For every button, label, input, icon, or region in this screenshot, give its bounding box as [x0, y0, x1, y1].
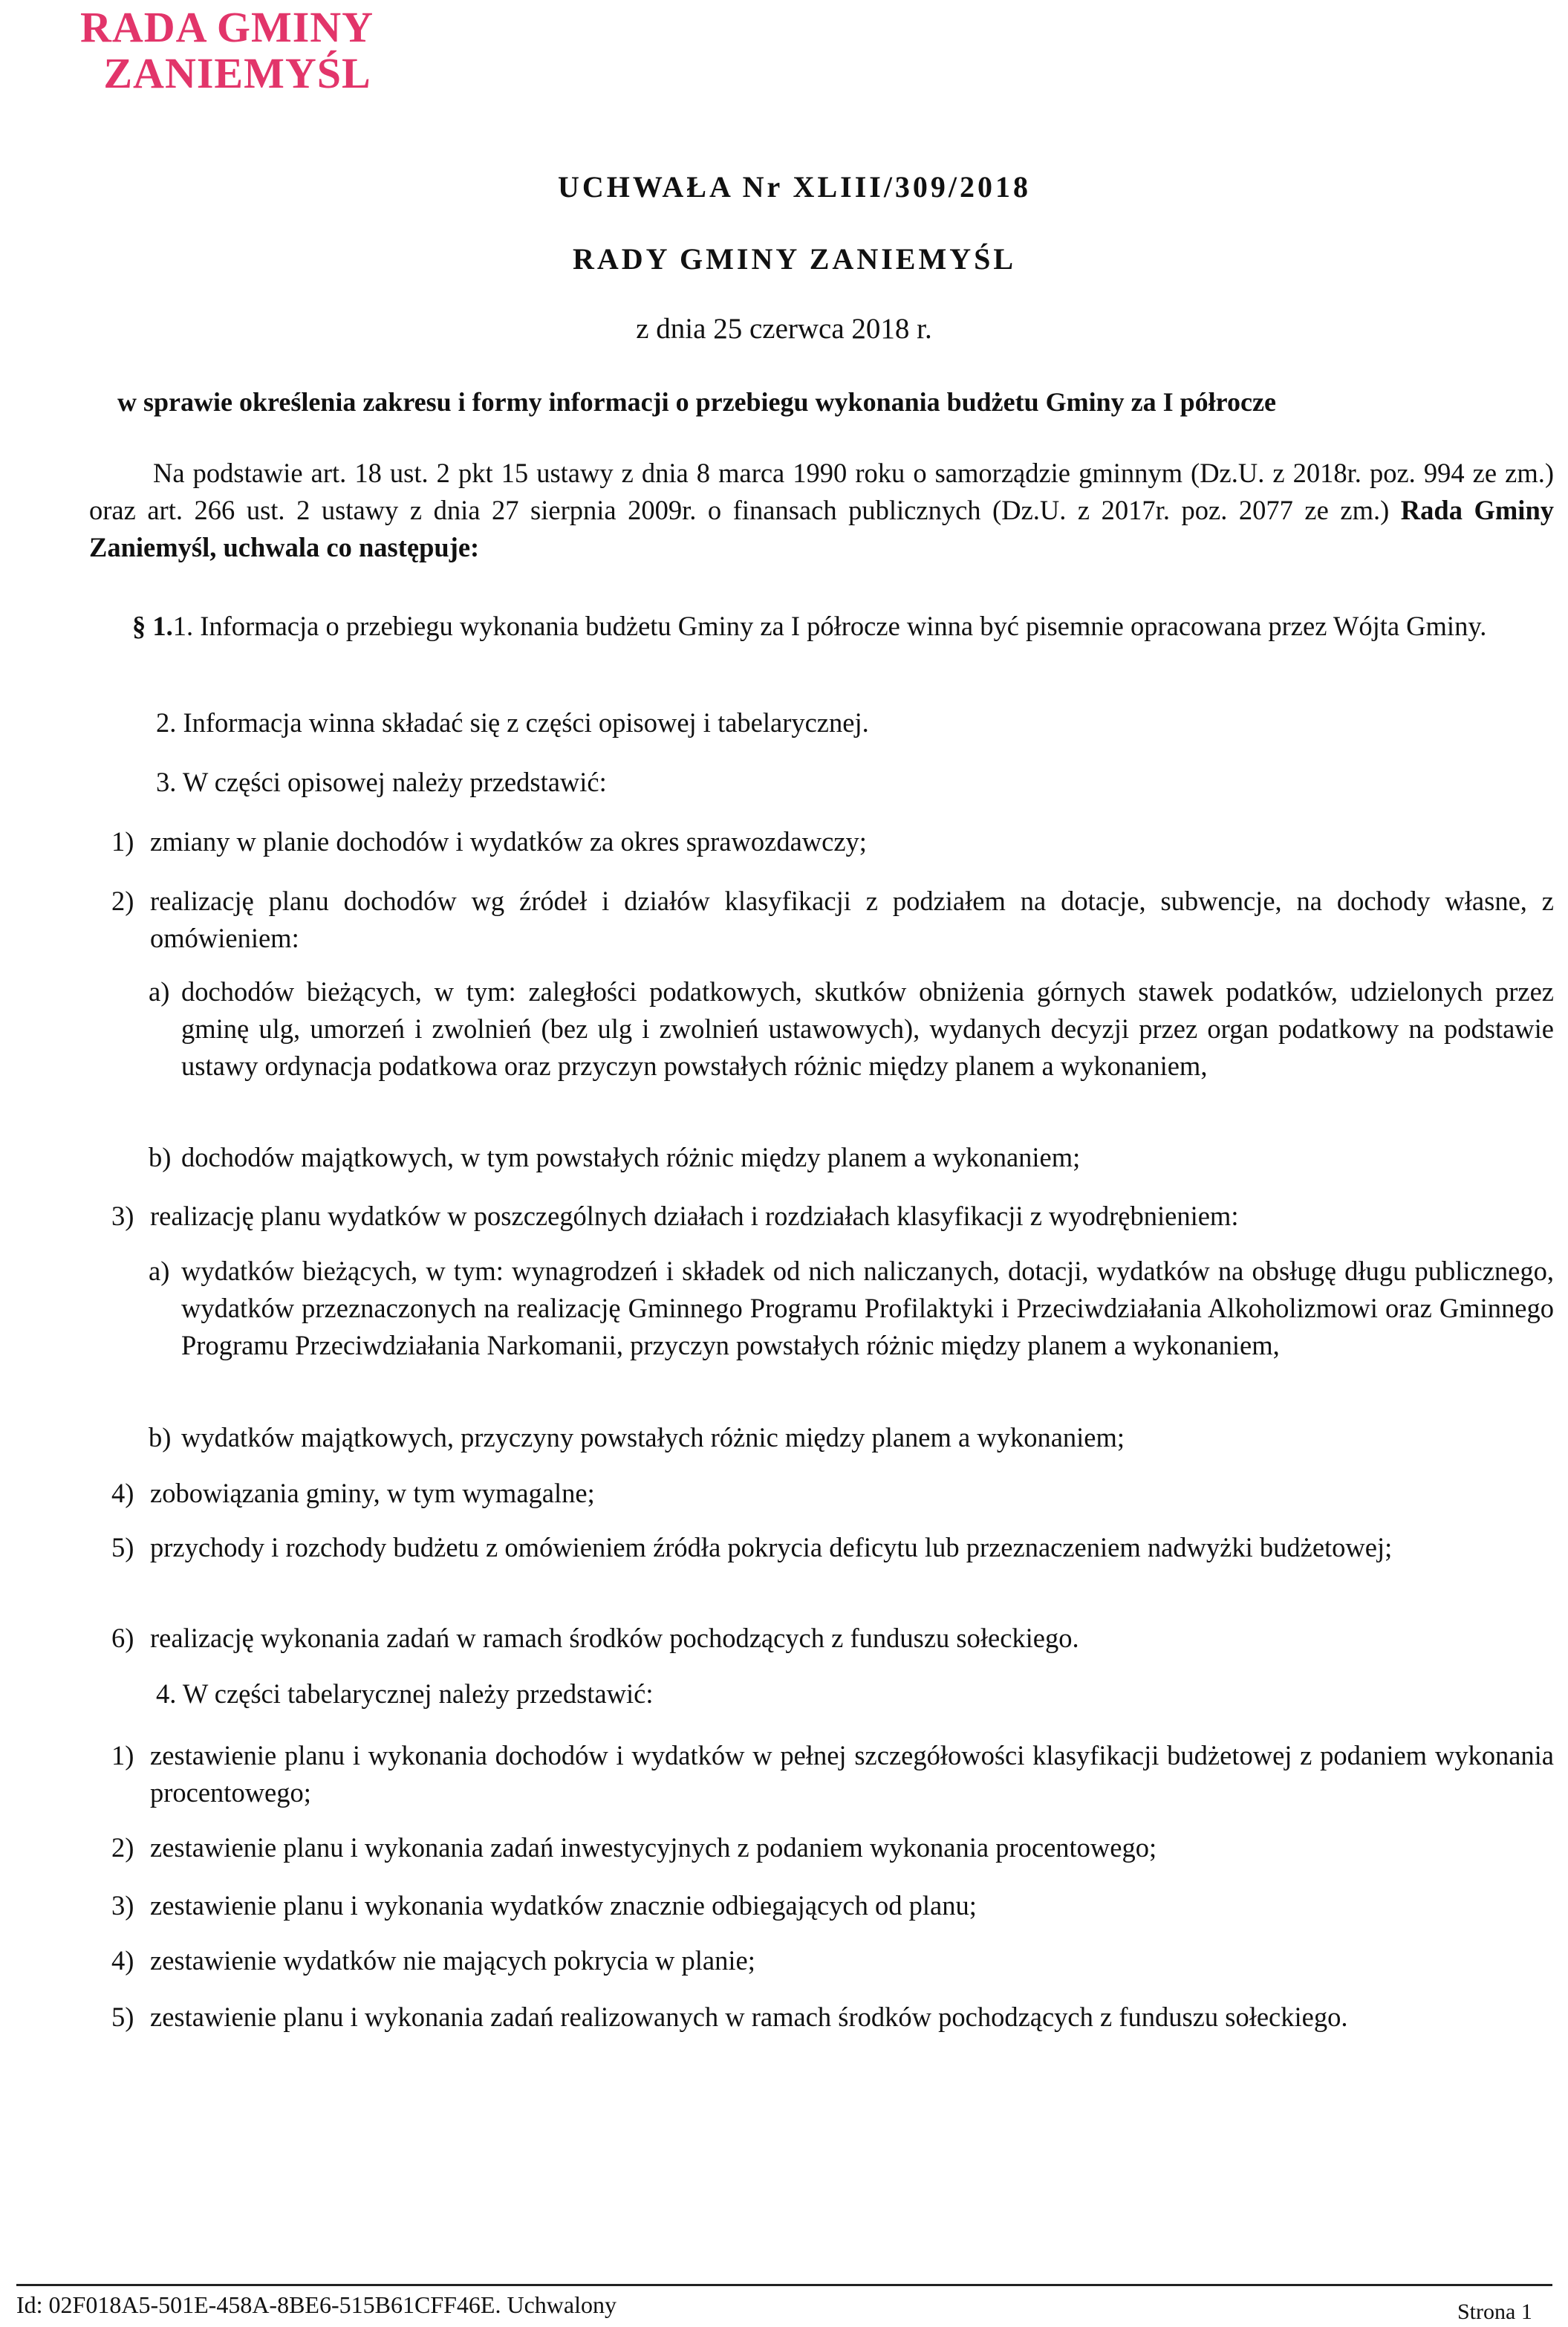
list-item-text: zestawienie wydatków nie mających pokrycia w planie;	[150, 1945, 755, 1976]
list-item-text: realizację planu dochodów wg źródeł i działów klasyfikacji z podziałem na dotacje, subwencje, na dochody własne, z omówieniem:	[150, 886, 1554, 953]
list-subitem	[149, 1419, 1554, 1456]
list-item-text: zestawienie planu i wykonania wydatków znacznie odbiegających od planu;	[150, 1890, 977, 1921]
legal-basis-bold: Rada Gminy Zaniemyśl, uchwala co następuje:	[89, 495, 1554, 562]
paragraph-1-text: Informacja o przebiegu wykonania budżetu Gminy za I półrocze winna być pisemnie opracowana przez Wójta Gminy.	[200, 611, 1487, 641]
list-item-number: 3)	[111, 1890, 134, 1921]
section-1-paragraph-2: 2. Informacja winna składać się z części opisowej i tabelarycznej.	[156, 707, 869, 738]
list-item-text: realizację planu wydatków w poszczególnych działach i rozdziałach klasyfikacji z wyodrębnieniem:	[150, 1201, 1239, 1231]
list-item-number: 2)	[111, 886, 134, 916]
list-subitem	[149, 1253, 1554, 1364]
list-item	[111, 1198, 1554, 1235]
list-subitem-letter: a)	[149, 1256, 170, 1286]
list-item	[111, 823, 1554, 860]
list-subitem-text: dochodów majątkowych, w tym powstałych różnic między planem a wykonaniem;	[181, 1142, 1081, 1172]
list-item-text: zmiany w planie dochodów i wydatków za okres sprawozdawczy;	[150, 826, 867, 857]
list-item-number: 5)	[111, 2002, 134, 2032]
list-item-number: 1)	[111, 1740, 134, 1771]
list-item	[111, 1887, 1554, 1924]
page-number: Strona 1	[1457, 2300, 1532, 2324]
list-subitem-text: wydatków bieżących, w tym: wynagrodzeń i składek od nich naliczanych, dotacji, wydatków na obsługę długu publicznego, wydatków przeznaczonych na realizację Gminnego Programu Profilaktyki i Przeciwdziałania Alkoholizmowi oraz Gminnego Programu Przeciwdziałania Narkomanii, przyczyn powstałych różnic między planem a wykonaniem,	[181, 1256, 1554, 1360]
section-1-paragraph-1	[89, 608, 1554, 645]
list-item-text: zobowiązania gminy, w tym wymagalne;	[150, 1478, 595, 1508]
list-item	[111, 1942, 1554, 1979]
list-item-text: zestawienie planu i wykonania dochodów i wydatków w pełnej szczegółowości klasyfikacji budżetowej z podaniem wykonania procentowego;	[150, 1740, 1554, 1808]
list-item	[111, 1829, 1554, 1866]
footer-divider	[16, 2284, 1552, 2286]
list-subitem-text: dochodów bieżących, w tym: zaległości podatkowych, skutków obniżenia górnych stawek podatków, udzielonych przez gminę ulg, umorzeń i zwolnień (bez ulg i zwolnień ustawowych), wydanych decyzji przez organ podatkowy na podstawie ustawy ordynacja podatkowa oraz przyczyn powstałych różnic między planem a wykonaniem,	[181, 976, 1554, 1081]
resolution-number: UCHWAŁA Nr XLIII/309/2018	[557, 170, 1032, 204]
list-subitem	[149, 1139, 1554, 1176]
section-1-paragraph-4: 4. W części tabelarycznej należy przedstawić:	[156, 1678, 654, 1709]
list-item-number: 4)	[111, 1478, 134, 1508]
list-item	[111, 1999, 1554, 2036]
legal-basis-paragraph	[89, 455, 1554, 566]
legal-basis-text: Na podstawie art. 18 ust. 2 pkt 15 ustawy z dnia 8 marca 1990 roku o samorządzie gminnym (Dz.U. z 2018r. poz. 994 ze zm.) oraz art. 266 ust. 2 ustawy z dnia 27 sierpnia 2009r. o finansach publicznych (Dz.U. z 2017r. poz. 2077 ze zm.)	[89, 458, 1554, 525]
list-item-text: zestawienie planu i wykonania zadań realizowanych w ramach środków pochodzących z funduszu sołeckiego.	[150, 2002, 1348, 2032]
list-subitem-letter: b)	[149, 1422, 172, 1453]
list-subitem-text: wydatków majątkowych, przyczyny powstałych różnic między planem a wykonaniem;	[181, 1422, 1125, 1453]
list-item	[111, 1737, 1554, 1811]
list-item-number: 1)	[111, 826, 134, 857]
council-stamp	[80, 4, 374, 97]
list-item-number: 3)	[111, 1201, 134, 1231]
list-item	[111, 1475, 1554, 1512]
list-subitem	[149, 973, 1554, 1085]
document-id: Id: 02F018A5-501E-458A-8BE6-515B61CFF46E. Uchwalony	[16, 2291, 617, 2318]
list-item-text: realizację wykonania zadań w ramach środków pochodzących z funduszu sołeckiego.	[150, 1623, 1079, 1653]
list-item-number: 6)	[111, 1623, 134, 1653]
stamp-line-1: RADA GMINY	[80, 3, 374, 51]
stamp-line-2: ZANIEMYŚL	[103, 49, 371, 97]
list-subitem-letter: a)	[149, 976, 170, 1007]
resolution-subject: w sprawie określenia zakresu i formy informacji o przebiegu wykonania budżetu Gminy za I półrocze	[117, 387, 1276, 417]
resolution-date: z dnia 25 czerwca 2018 r.	[636, 313, 932, 345]
paragraph-1-number: 1.	[172, 611, 194, 641]
list-item-text: zestawienie planu i wykonania zadań inwestycyjnych z podaniem wykonania procentowego;	[150, 1832, 1157, 1863]
list-item	[111, 1620, 1554, 1657]
list-item-number: 4)	[111, 1945, 134, 1976]
list-item	[111, 883, 1554, 957]
issuing-body: RADY GMINY ZANIEMYŚL	[572, 242, 1017, 276]
list-item-text: przychody i rozchody budżetu z omówieniem źródła pokrycia deficytu lub przeznaczeniem nadwyżki budżetowej;	[150, 1532, 1393, 1562]
list-item-number: 5)	[111, 1532, 134, 1562]
list-item-number: 2)	[111, 1832, 134, 1863]
list-subitem-letter: b)	[149, 1142, 172, 1172]
section-1-paragraph-3: 3. W części opisowej należy przedstawić:	[156, 767, 607, 797]
section-marker: § 1.	[132, 611, 173, 641]
list-item	[111, 1529, 1554, 1566]
